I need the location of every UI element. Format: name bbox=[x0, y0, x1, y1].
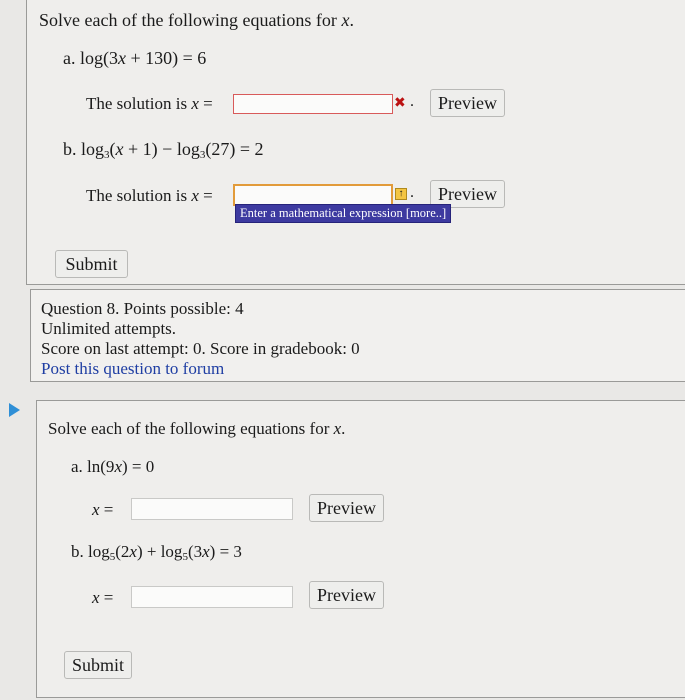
q8a-preview-button[interactable]: Preview bbox=[309, 494, 384, 522]
q8b-arg2-pre: (3 bbox=[187, 542, 203, 561]
q8a-label: a. bbox=[71, 457, 83, 476]
current-question-arrow-icon bbox=[9, 403, 20, 417]
q7a-equation bbox=[63, 48, 206, 69]
q7-submit-button[interactable]: Submit bbox=[55, 250, 128, 278]
q7a-eq-var: x bbox=[118, 48, 126, 68]
q8b-arg2-var: x bbox=[202, 542, 210, 561]
q7b-tail: (27) = 2 bbox=[205, 139, 264, 159]
q8b-preview-button[interactable]: Preview bbox=[309, 581, 384, 609]
q7b-base2: 3 bbox=[199, 149, 206, 161]
q8b-answer-label bbox=[92, 588, 113, 608]
q7b-preview-button[interactable]: Preview bbox=[430, 180, 505, 208]
q7b-log1: log bbox=[81, 139, 105, 159]
q7a-answer-input[interactable] bbox=[233, 94, 393, 114]
q8-prompt-text: Solve each of the following equations for bbox=[48, 419, 334, 438]
q7b-solution-text: The solution is bbox=[86, 186, 192, 205]
q7b-solution-var: x bbox=[191, 186, 199, 205]
question-info-box bbox=[30, 289, 685, 382]
input-hint-tooltip[interactable]: Enter a mathematical expression [more..] bbox=[235, 204, 451, 223]
q7a-solution-text: The solution is bbox=[86, 94, 192, 113]
q8b-answer-var: x bbox=[92, 588, 100, 607]
q7b-arg1-var: x bbox=[115, 139, 124, 159]
q7a-solution-var: x bbox=[191, 94, 199, 113]
q8b-equation bbox=[71, 542, 242, 563]
q8b-mid: ) + log bbox=[136, 542, 183, 561]
q8a-answer-input[interactable] bbox=[131, 498, 293, 520]
q7a-eq-post: + 130) = 6 bbox=[126, 48, 207, 68]
q8b-arg1-pre: (2 bbox=[115, 542, 130, 561]
q8a-eq-pre: ln(9 bbox=[87, 457, 115, 476]
q8-prompt-var: x bbox=[333, 419, 342, 438]
attempts-text: Unlimited attempts. bbox=[41, 319, 177, 338]
q8b-answer-input[interactable] bbox=[131, 586, 293, 608]
q7b-equation: b. $\log_3(x + 1) - \log_3(27) = 2$ bbox=[63, 139, 264, 161]
q8a-answer-label bbox=[92, 500, 113, 520]
question-8-panel bbox=[36, 400, 685, 698]
q8a-eq-var: x bbox=[114, 457, 122, 476]
q7a-eq-pre: log(3 bbox=[80, 48, 118, 68]
q7a-solution-label bbox=[86, 94, 213, 114]
question-7-panel bbox=[26, 0, 685, 285]
q7b-period: . bbox=[410, 184, 414, 201]
q7b-base1: 3 bbox=[104, 149, 110, 161]
warning-icon: ↑ bbox=[395, 188, 407, 200]
q8b-label: b. bbox=[71, 542, 84, 561]
q8b-base1: 5 bbox=[109, 551, 116, 563]
q8-submit-button[interactable]: Submit bbox=[64, 651, 132, 679]
q7b-label: b. bbox=[63, 139, 77, 159]
q7a-label: a. bbox=[63, 48, 76, 68]
q8-prompt: Solve each of the following equations for x. bbox=[48, 419, 346, 438]
q7b-answer-input[interactable] bbox=[233, 184, 393, 206]
q7a-preview-button[interactable]: Preview bbox=[430, 89, 505, 117]
question-points: Question 8. Points possible: 4 bbox=[41, 299, 244, 318]
q8a-answer-eq: = bbox=[99, 500, 114, 519]
q8b-answer-eq: = bbox=[99, 588, 114, 607]
q7-prompt-var: x bbox=[341, 10, 350, 30]
post-to-forum-link[interactable]: Post this question to forum bbox=[41, 359, 225, 378]
q8a-answer-var: x bbox=[92, 500, 100, 519]
q8a-equation bbox=[71, 457, 154, 477]
q7a-period: . bbox=[410, 93, 414, 110]
q8b-tail: ) = 3 bbox=[209, 542, 242, 561]
q8b-log1: log bbox=[88, 542, 110, 561]
q7b-solution-eq: = bbox=[198, 186, 213, 205]
q8b-base2: 5 bbox=[182, 551, 188, 563]
incorrect-icon: ✖ bbox=[394, 95, 406, 111]
score-text: Score on last attempt: 0. Score in gradebook: 0 bbox=[41, 339, 360, 358]
q7a-solution-eq: = bbox=[198, 94, 213, 113]
q7-prompt-text: Solve each of the following equations for bbox=[39, 10, 342, 30]
q8b-arg1-var: x bbox=[129, 542, 137, 561]
q7b-arg1-post: + 1) − log bbox=[123, 139, 200, 159]
q7b-solution-label bbox=[86, 186, 213, 206]
q8a-eq-post: ) = 0 bbox=[121, 457, 155, 476]
q7-prompt: Solve each of the following equations for x. bbox=[39, 10, 354, 30]
